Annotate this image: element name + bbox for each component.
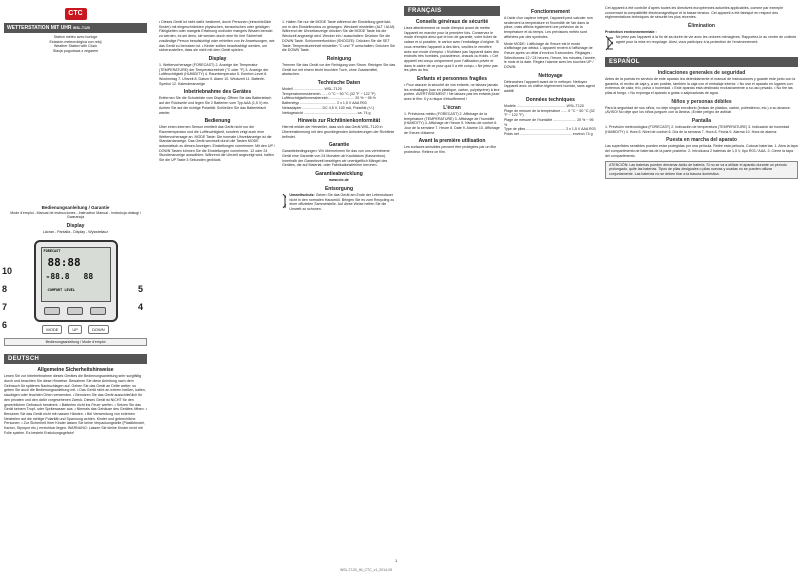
footer-code: WSL-T120_IM_CTC_v1_2014-05: [340, 568, 393, 572]
column-2: [155, 0, 400, 575]
data-rows: [504, 104, 597, 137]
callout-4: 4: [138, 302, 144, 312]
column-3: [400, 0, 601, 575]
francais-heading: FRANÇAIS: [404, 6, 500, 16]
batt-heading: Inbetriebnahme des Gerätes: [183, 89, 252, 96]
pantalla-heading: Pantalla: [691, 118, 712, 125]
ecran-heading: L'écran: [443, 104, 461, 111]
ctc-logo: CTC: [65, 8, 87, 20]
col2-right: [282, 20, 396, 212]
legend-box: Bedienungsanleitung / Mode d'emploi: [4, 338, 147, 347]
fonct-heading: Fonctionnement: [531, 9, 570, 15]
down-label: DOWN: [88, 325, 109, 334]
rein-heading: Reinigung: [326, 55, 352, 62]
umwelt-text: Geben Sie das Gerät am Ende der Lebensdauer nicht in den normalen Hausmüll. Bringen Sie es zum Recycling zu einer offiziellen Sammelstelle. Auf diese Weise helfen Sie die Umwelt zu schonen.: [289, 192, 395, 211]
enfants-heading: Enfants et personnes fragiles: [416, 76, 487, 83]
spacer: [4, 56, 147, 206]
subtitle-fr: Station météo avec horloge: [53, 35, 98, 39]
callout-7: 7: [2, 302, 8, 312]
deutsch-heading: DEUTSCH: [4, 354, 147, 364]
espanol-sub: Indicaciones generales de seguridad: [657, 69, 746, 76]
tech-row: Batterietyp .................................... 2 x 1,5 V AAA R03: [281, 101, 367, 106]
col2-intro: • Dieses Gerät ist nicht dafür bestimmt, durch Personen (einschließlich Kinder) mit eingeschränkten physischen, sensorischen oder geistigen Fähigkeiten oder mangels Erfahrung und/oder mangels Wissen benutzt zu werden, es sei denn, sie werden durch eine für ihre Sicherheit zuständige Person beaufsichtigt oder erhielten von ihr Anweisungen, wie das Gerät zu benutzen ist. • Kinder sollten beaufsichtigt werden, um sicherzustellen, dass sie nicht mit dem Gerät spielen.: [159, 20, 275, 53]
banner-model: WSL-T120: [72, 26, 90, 30]
display-items: 1. Wettervorhersage (FORECAST) 2. Anzeige der Temperatur (TEMPERATURE) der Temperatureinheit (°C oder °F) 3. Anzeige der Luftfeuchtigkeit (HUMIDITY) 4. Raumtemperatur 5. Komfort-Level 6. Wochentag 7. Uhrzeit 8. Datum 9. Alarm 10. Weckzeit 11. Batterie-Symbol 12. Kalenderanzeige: [159, 62, 269, 86]
crossed-bin-icon: [605, 35, 613, 51]
display-title: Display: [66, 222, 85, 229]
up-label: UP: [68, 325, 82, 334]
lcd-time: 88:88: [47, 255, 81, 269]
francais-text: Lisez attentivement ce mode d'emploi avant de mettre l'appareil en marche pour la première fois. Conservez le mode d'emploi ainsi que le bon de garantie, votre ticket de caisse et si possible, le carton avec l'emballage d'origine. Si vous remettez l'appareil à des tiers, veuillez le remettre avec son mode d'emploi. • N'utilisez pas l'appareil dans des endroits très humides, poussiéreux, chauds ou froids. • Cet appareil est conçu uniquement pour l'utilisation privée et dans le cadre de ce pour quoi il a été conçu. • Ne jetez pas les piles au feu.: [404, 26, 500, 73]
ninos-text: Para la seguridad de sus niños, no deje ningún envoltorio (bolsas de plástico, cartón, poliestireno, etc.) a su alcance. ¡AVISO! No deje que los niños jueguen con la lámina. ¡Existe peligro de asfixia!: [605, 105, 791, 115]
umwelt-block: [282, 193, 396, 212]
garantie-text: Garantiebedingungen: Wir übernehmen für das von uns vertriebene Gerät eine Garantie von 24 Monaten ab Kaufdatum (Kassenbon). Innerhalb der Garantiezeit beseitigen wir unentgeltlich Mängel des Gerätes, die auf Material- oder Fabrikationsfehlern beruhen.: [281, 149, 390, 168]
manual-title: Bedienungsanleitung / Garantie: [41, 204, 110, 210]
recycle-bin-icon: [282, 193, 286, 209]
lcd-temp-in: -88.8: [45, 271, 70, 281]
clean-heading: Nettoyage: [538, 72, 563, 79]
espanol-text: Antes de la puesta en servicio de este aparato lea detenidamente el manual de instrucciones y guarde éste junto con la garantía, el recibo de caja y, a ser posible, también la caja con el embalaje interior. • No use el aparato en lugares con extremos de calor, frío, polvo o humedad. • Este aparato está destinado exclusivamente a su uso privado. • No tire las pilas al fuego. • No exponga el aparato a gotas o salpicaduras de agua.: [605, 76, 796, 95]
data-row: Type de piles ....................................... 2 x 1,5 V AAA R03: [503, 127, 596, 132]
display-sub: Lâcran - Pantalla - Display - Wyświetlacz: [42, 229, 109, 234]
mise-text: Les surfaces sensibles peuvent être protégées par un film protecteur. Retirez ce film.: [404, 145, 497, 155]
tech-row: Nettogewicht ..................................................... ca. 74 g: [281, 110, 371, 115]
lcd-temp-out: 88: [83, 271, 94, 281]
umwelt-heading: Umweltschutz:: [289, 192, 315, 197]
mode-label: MODE: [42, 325, 62, 334]
subtitles: [4, 35, 147, 54]
col2-left: [159, 20, 276, 212]
subtitle-en: Weather Station with Clock: [53, 44, 98, 49]
mise-heading: Avant la première utilisation: [418, 138, 486, 145]
espanol-heading: ESPAÑOL: [605, 57, 798, 67]
button-labels: [4, 325, 147, 334]
konform-heading: Hinweis zur Richtlinienkonformität: [297, 118, 381, 125]
col3-right: [504, 6, 597, 157]
puesta-heading: Puesta en marcha del aparato: [666, 137, 737, 144]
pantalla-items: 1. Previsión meteorológica (FORECAST) 2. Indicación de temperatura (TEMPERATURE) 3. Indicación de humedad (HUMIDITY) 4. Hora 5. Nivel de confort 6. Día de la semana 7. Hora 8. Fecha 9. Alarma 10. Hora de alarma: [605, 125, 790, 134]
col3-grid: [404, 6, 597, 157]
data-heading: Données techniques: [526, 96, 575, 103]
ecran-items: 1. Prévisions météo (FORECAST) 2. Affichage de la température (TEMPERATURE) 3. Affichage de l'humidité (HUMIDITY) 4. Affichage de l'heure 5. Niveau de confort 6. Jour de la semaine 7. Heure 8. Date 9. Alarme 10. Affichage de l'heure d'alarme: [404, 111, 500, 135]
col2-grid: [159, 20, 396, 212]
callout-5: 5: [138, 284, 144, 294]
tech-row: Temperaturmessbereich ...... 0 °C ~ 50 °C (32 °F ~ 122 °F): [281, 91, 376, 96]
banner-title: WETTERSTATION MIT UHR: [7, 25, 72, 31]
entsorgung-heading: Entsorgung: [324, 185, 354, 192]
deutsch-sub: Allgemeine Sicherheitshinweise: [37, 367, 114, 374]
right-text: Mode MODE: L'affichage de l'heure est le mode d'affichage par défaut. L'appareil revient à l'affichage de l'heure après un délai d'environ 5 secondes. Réglages : Sélectionnez 12 / 24 heures, l'heure, les minutes, l'année, le mois et la date. Réglez l'alarme avec les touches UP / DOWN.: [503, 41, 596, 70]
column-4: [601, 0, 802, 575]
elim-block: [605, 35, 798, 51]
callout-10: 10: [2, 266, 13, 276]
data-row: Modèle ................................................. WSL-T120: [503, 103, 584, 108]
device-illustration: [34, 240, 118, 322]
elim-sub: Protection environnementale :: [605, 30, 657, 35]
device-screen: [41, 247, 111, 302]
tech-row: Modell .............................. WSL-T120: [281, 87, 342, 92]
device-up-button: [67, 307, 83, 315]
column-1: [0, 0, 151, 575]
col3-left: [404, 6, 500, 157]
atencion-box: ATENCIÓN: Las baterías pueden derramar ácido de batería. Si no se va a utilizar el aparato durante un período prolongado, quite las baterías. Tipos de pilas desiguales o pilas nuevas y usadas no se pueden utilizar conjuntamente. Las baterías no se deben tirar a la basura doméstica.: [605, 161, 798, 179]
rein-text: Trennen Sie das Gerät vor der Reinigung vom Strom. Reinigen Sie das Gerät nur mit einem leicht feuchten Tuch, ohne Zusatzmittel, abwischen.: [281, 62, 396, 77]
data-row: Plage de mesure de la température ...... 0 °C ~ 50 °C (32 °F ~ 122 °F): [503, 108, 595, 118]
konform-text: Hiermit erklärt der Hersteller, dass sich das Gerät WSL-T120 in Übereinstimmung mit den grundlegenden Anforderungen der Richtlinie befindet.: [281, 125, 395, 139]
lcd-forecast: FORECAST: [43, 248, 61, 253]
display-heading: Display: [208, 55, 227, 62]
ninos-heading: Niños y personas débiles: [671, 98, 732, 105]
callout-6: 6: [2, 320, 8, 330]
fonct-text: A l'aide d'un capteur intégré, l'appareil peut calculer non seulement la température et l'humidité de l'air dans la pièce, mais affiche également une prévision de la température et du temps. Les prévisions météo sont affichées par des symboles.: [503, 16, 593, 39]
batt-text: Entfernen Sie die Schutzfolie vom Display. Öffnen Sie das Batteriefach auf der Rückseite und legen Sie 2 Batterien vom Typ AAA (1,5 V) ein. Achten Sie auf die richtige Polarität. Schließen Sie das Batteriefach wieder.: [159, 96, 272, 115]
garantie-heading: Garantie: [328, 142, 350, 149]
tech-row: Luftfeuchtigkeitsmessbereich ......................... 20 % ~ 95 %: [281, 96, 376, 101]
lcd-comfort: COMFORT LEVEL: [47, 287, 75, 292]
url-link[interactable]: www.ctc.de: [329, 178, 349, 183]
clean-text: Débranchez l'appareil avant de le nettoyer. Nettoyez l'appareil avec un chiffon légèrement humide, sans agent additif.: [503, 79, 595, 94]
device-down-button: [90, 307, 106, 315]
subtitle-pl: Stacja pogodowa z zegarem: [52, 49, 99, 54]
puesta-text: Las superficies sensibles pueden estar protegidas por una película. Retire esta película. Colocar baterías: 1. Abra la tapa del compartimento de baterías de la parte posterior. 2. Introduzca 2 baterías de 1,5 V, tipo R03 / AAA. 3. Cierre la tapa del compartimento.: [605, 144, 798, 158]
bedienung-text: Über einen internen Sensor ermittelt das Gerät nicht nur die Raumtemperatur und die Luftfeuchtigkeit, sondern zeigt auch eine Wettervorhersage an. MODE Taste: Die normale Uhrzeitanzeige ist die Standardanzeige. Das Gerät wechselt durch die Tasten MODE automatisch zu diesen Anzeigen. Einstellungen vornehmen: Mit den UP / DOWN Tasten können Sie die Einstellungen vornehmen. 12 oder 24 Stundenanzeige auswählen: Während die Uhrzeit angezeigt wird, halten Sie die UP Taste 3 Sekunden gedrückt.: [159, 125, 275, 163]
callout-8: 8: [2, 284, 8, 294]
manual-sub: Mode d'emploi - Manual de instrucciones - Instruction Manual - Instrukcja obsługi i Gwarancja: [10, 210, 141, 220]
subtitle-es: Estación meteorológica con reloj: [49, 39, 102, 44]
bedienung-heading: Bedienung: [204, 118, 231, 125]
tech-heading: Technische Daten: [317, 80, 361, 87]
elim-heading: Élimination: [688, 23, 715, 30]
col4-top-text: Cet appareil a été contrôlé d'après toutes les directives européennes actuelles applicables, comme par exemple concernant la compatibilité électromagnétique et la basse tension. Cet appareil a été fabriqué en respect des réglementations techniques de sécurité les plus récentes.: [605, 6, 784, 20]
col2b-text: 1. Halten Sie nur die MODE Taste während der Einstellung gedrückt, um in den Einstellmodus zu gelangen. Weckzeit einstellen (ALT / ALM): Während der Uhrzeitanzeige drücken Sie die MODE Taste bis die Weckzeit angezeigt wird. Wecker ein / ausschalten: Drücken Sie die DOWN Taste. Schlummerfunktion (SNOOZE): Drücken Sie die SET Taste. Temperatureinheit einstellen °C und °F umschalten: Drücken Sie die DOWN Taste.: [281, 20, 396, 53]
data-row: Poids net .................................................... environ 74 g: [503, 132, 593, 137]
data-row: Plage de mesure de l'humidité ....................... 20 % ~ 95 %: [503, 117, 594, 127]
enfants-text: • Pour assurer la sécurité de vos enfants, ne laissez jamais les emballages (sac en plastique, carton, polystyrène) à leur portée. AVERTISSEMENT ! Ne laissez pas les enfants jouer avec le film. Il y a risque d'étouffement !: [404, 83, 500, 102]
page-number: 1: [395, 558, 398, 563]
service-heading: Garantieabwicklung: [315, 171, 363, 178]
umwelt-content: [289, 193, 396, 212]
tech-rows: [282, 87, 396, 115]
tech-row: Netzadapter ................... DC 4,5 V, 100 mA, Polarität (+/-): [281, 105, 375, 110]
deutsch-text: Lesen Sie zur Inbetriebnahme dieses Gerätes die Bedienungsanleitung sehr sorgfältig durch und beachten Sie diese Hinweise. Bewahren Sie diese Anleitung nach dem Gebrauch für späteres Nachschlagen auf. Geben Sie das Gerät an Dritte weiter, so geben Sie auch die Bedienungsanleitung mit. • Das Gerät nicht an extrem heißen, kalten, staubigen oder feuchten Orten verwenden. • Benutzen Sie das Gerät ausschließlich für den privaten und den dafür vorgesehenen Zweck. Dieses Gerät ist NICHT für den gewerblichen Gebrauch bestimmt. • Batterien nicht ins Feuer werfen. • Setzen Sie das Gerät keinem Tropf- oder Spritzwasser aus. • Niemals das Gehäuse des Gerätes öffnen. • Benutzen Sie das Gerät nicht mit nassen Händen. • Bei Verwendung von externen Netzteilen auf die richtige Polarität und Spannung achten. Kinder und gebrechliche Personen: • Zur Sicherheit Ihrer Kinder lassen Sie keine Verpackungsteile (Plastikbeutel, Karton, Styropor etc.) erreichbar liegen. WARNUNG: Lassen Sie kleine Kinder nicht mit Folie spielen. Es besteht Erstickungsgefahr!: [4, 374, 147, 435]
francais-sub: Conseils généraux de sécurité: [415, 19, 489, 25]
elim-text: Ne jetez pas l'appareil à la fin de sa durée de vie avec les ordures ménagères. Rapportez-le au centre de collecte agréé pour la mise en recyclage. Ainsi, vous participez à la protection de l'environnement.: [615, 34, 797, 44]
device-mode-button: [44, 307, 60, 315]
manual-block: [4, 206, 147, 220]
product-banner: [4, 23, 147, 33]
